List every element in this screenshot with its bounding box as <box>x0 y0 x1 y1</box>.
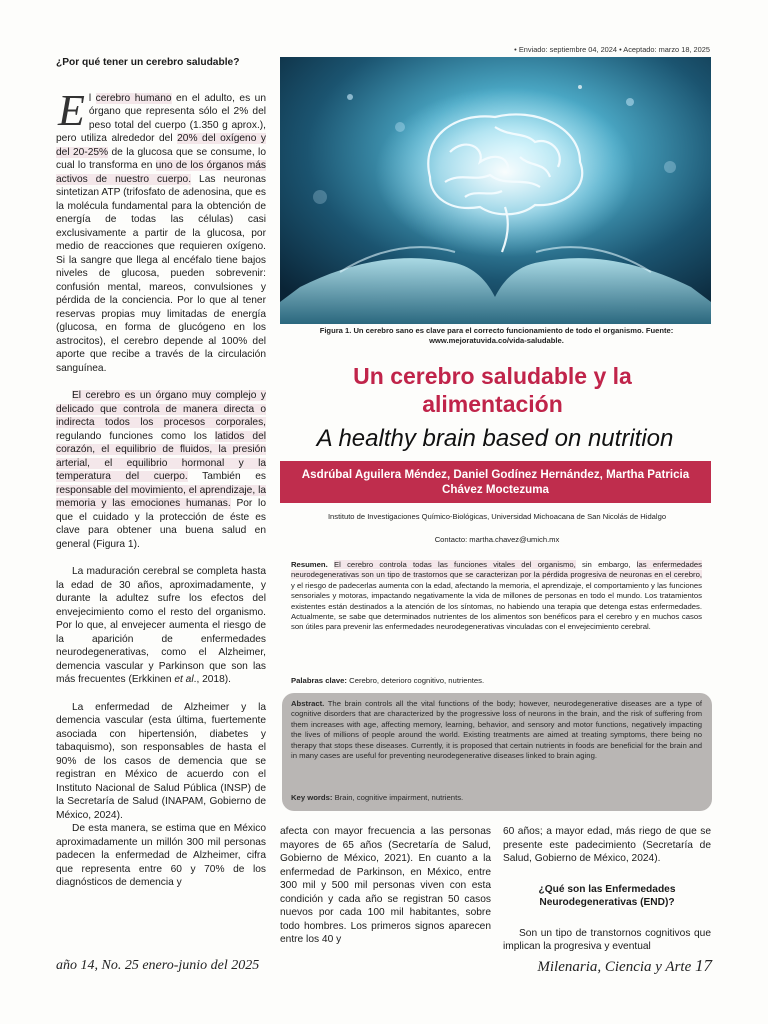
palabras-clave <box>291 676 702 685</box>
text-run: Las neuronas sintetizan ATP (trifosfato de adenosina, que es la molécula fundamental para la obtención de energía de todas las células) casi exclusivamente a partir de la glucosa, por medio de reacciones que requieren oxígeno. Si la sangre que llega al encéfalo tiene bajos niveles de glucosa, pueden sobrevenir: confusión mental, mareos, convulsiones y pérdida de la conciencia. Por lo que al tener reservas propias muy limitadas de energía (glucosa, en forma de glucógeno en los astrocitos), el cerebro depende al 100% del aporte que recibe a través de la circulación sanguínea. <box>56 173 266 374</box>
text-run: ., 2018). <box>193 674 231 685</box>
article-title-spanish: Un cerebro saludable y la alimentación <box>353 363 632 417</box>
highlight: cerebro humano <box>95 92 172 104</box>
page-number: 17 <box>695 956 712 975</box>
highlight: 20% del oxígeno y del 20-25% <box>56 133 266 158</box>
palabras-clave-label: Palabras clave: <box>291 676 347 685</box>
abstract-text: The brain controls all the vital functions of the body; however, neurodegenerative diseases are a type of cognitive disorders that are characterized by the progressive loss of neurons in the brain, and the risk of suffering from them increases with age, affecting memory, learning, behavior, and sensory and motor functions, negatively impacting the lives of millions of people around the world. Existing treatments are aimed at treating symptoms, there being no therapy that stops these diseases. Currently, it is proposed that certain nutrients in foods are beneficial for the brain and in many cases are useful for preventing neurodegenerative diseases linked to brain aging. <box>291 699 702 761</box>
paragraph-2 <box>56 389 266 551</box>
text-run: l <box>88 92 96 104</box>
highlight: las enfermedades neurodegenerativas son un tipo de trastornos que se caracterizan por la pérdida progresiva de neuronas en el cerebro, <box>291 560 702 580</box>
submission-dates: • Enviado: septiembre 04, 2024 • Aceptado: marzo 18, 2025 <box>514 45 710 54</box>
journal-name <box>537 956 712 976</box>
right-column <box>503 825 711 954</box>
highlight: El cerebro es un órgano muy complejo y delicado que controla de manera directa o indirecta todos los procesos corporales, <box>56 390 266 428</box>
left-column <box>56 56 266 890</box>
text-run: y el riesgo de padecerlas aumenta con la edad, afectando la memoria, el aprendizaje, el comportamiento y las funciones sensoriales y motoras, impactando negativamente la vida de millones de personas en todo el mundo. Los tratamientos existentes están destinados a la atención de los síntomas, no habiendo una terapia que detenga estas enfermedades. Actualmente, se sabe que determinados nutrientes de los alimentos son benéficos para el cerebro y en muchos casos son útiles para prevenir las enfermedades neurodegenerativas vinculadas con el envejecimiento cerebral. <box>291 580 702 632</box>
authors: Asdrúbal Aguilera Méndez, Daniel Godínez Hernández, Martha Patricia Chávez Moctezuma <box>301 468 690 496</box>
section-heading-end: ¿Qué son las Enfermedades Neurodegenerativas (END)? <box>538 883 676 908</box>
text-run: en el adulto, es un órgano que representa sólo el 2% del peso total del cuerpo (1.350 g aprox.), pero utiliza alrededor del <box>56 92 267 144</box>
text-run-italic: et al <box>174 674 194 685</box>
highlight: responsable del movimiento, el aprendizaje, la memoria y las emociones humanas. <box>56 484 266 509</box>
authors-banner <box>280 461 711 503</box>
paragraph-end-intro: Son un tipo de transtornos cognitivos que implican la progresiva y eventual <box>503 927 711 952</box>
resumen <box>291 560 702 633</box>
abstract <box>291 699 702 761</box>
middle-column <box>280 825 491 947</box>
resumen-label: Resumen. <box>291 560 328 569</box>
highlight: latidos del corazón, el equilibrio de fluidos, la presión arterial, el equilibrio hormonal y la temperatura del cuerpo. <box>56 430 266 482</box>
text-run: de la glucosa que se consume, lo cual lo transforma en <box>56 146 266 171</box>
journal-title: Milenaria, Ciencia y Arte <box>537 959 695 975</box>
paragraph-5: De esta manera, se estima que en México aproximadamente un millón 300 mil personas padecen la enfermedad de Alzheimer, cifra que representa entre 60 y 70% de los diagnósticos de demencia y <box>56 823 266 888</box>
paragraph-continued: afecta con mayor frecuencia a las personas mayores de 65 años (Secretaría de Salud, Gobierno de México, 2021). En cuanto a la enfermedad de Parkinson, en México, entre 300 mil y 500 mil personas viven con esta condición y cada año se registran 50 casos nuevos por cada 100 mil habitantes, sobre todo hombres. Los primeros signos aparecen entre los 40 y <box>280 826 491 945</box>
keywords-label: Key words: <box>291 793 333 802</box>
section-heading-why: ¿Por qué tener un cerebro saludable? <box>56 57 240 68</box>
keywords-text: Brain, cognitive impairment, nutrients. <box>332 793 464 802</box>
drop-cap: E <box>58 85 85 135</box>
brain-hands-image <box>280 57 711 324</box>
paragraph-3 <box>56 565 266 687</box>
text-run: sin embargo, <box>575 560 637 569</box>
text-run: Por lo que el cuidado y la protección de éste es clave para obtener una buena salud en general (Figura 1). <box>56 498 266 550</box>
highlight: El cerebro controla todas las funciones vitales del organismo, <box>334 560 576 569</box>
paragraph-4: La enfermedad de Alzheimer y la demencia vascular (esta última, fuertemente asociada con hipertensión, diabetes y tabaquismo), son responsables de hasta el 90% de los casos de demencia que se registran en México de acuerdo con el Instituto Nacional de Salud Pública (INSP) de la Secretaría de Salud (INAPAM, Gobierno de México, 2024). <box>56 701 266 821</box>
paragraph-1 <box>56 85 267 376</box>
keywords <box>291 793 702 802</box>
text-run: También es <box>187 471 266 482</box>
text-run: regulando funciones como los <box>56 430 215 442</box>
brain-illustration <box>280 57 711 324</box>
figure-caption: Figura 1. Un cerebro sano es clave para el correcto funcionamiento de todo el organismo. Fuente: www.mejoratuvida.co/vida-saludable. <box>319 326 674 345</box>
abstract-label: Abstract. <box>291 699 325 708</box>
affiliation: Instituto de Investigaciones Químico-Biológicas, Universidad Michoacana de San Nicolás de Hidalgo <box>327 512 667 521</box>
contact-email: Contacto: martha.chavez@umich.mx <box>434 535 560 544</box>
paragraph-continued-right: 60 años; a mayor edad, más riego de que se presente este padecimiento (Secretaría de Salud, Gobierno de México, 2024). <box>503 826 711 864</box>
issue-info: año 14, No. 25 enero-junio del 2025 <box>56 958 260 973</box>
highlight: uno de los órganos más activos de nuestro cuerpo. <box>56 160 266 185</box>
article-title-english: A healthy brain based on nutrition <box>316 425 674 452</box>
palabras-clave-text: Cerebro, deterioro cognitivo, nutrientes. <box>347 676 485 685</box>
text-run: La maduración cerebral se completa hasta la edad de 30 años, aproximadamente, y durante la adultez sufre los efectos del envejecimiento como el resto del organismo. Por lo que, al envejecer aumenta el riesgo de la aparición de enfermedades neurodegenerativas, como el Alzheimer, demencia vascular y Parkinson que son las más frecuentes (Erkkinen <box>56 566 266 685</box>
